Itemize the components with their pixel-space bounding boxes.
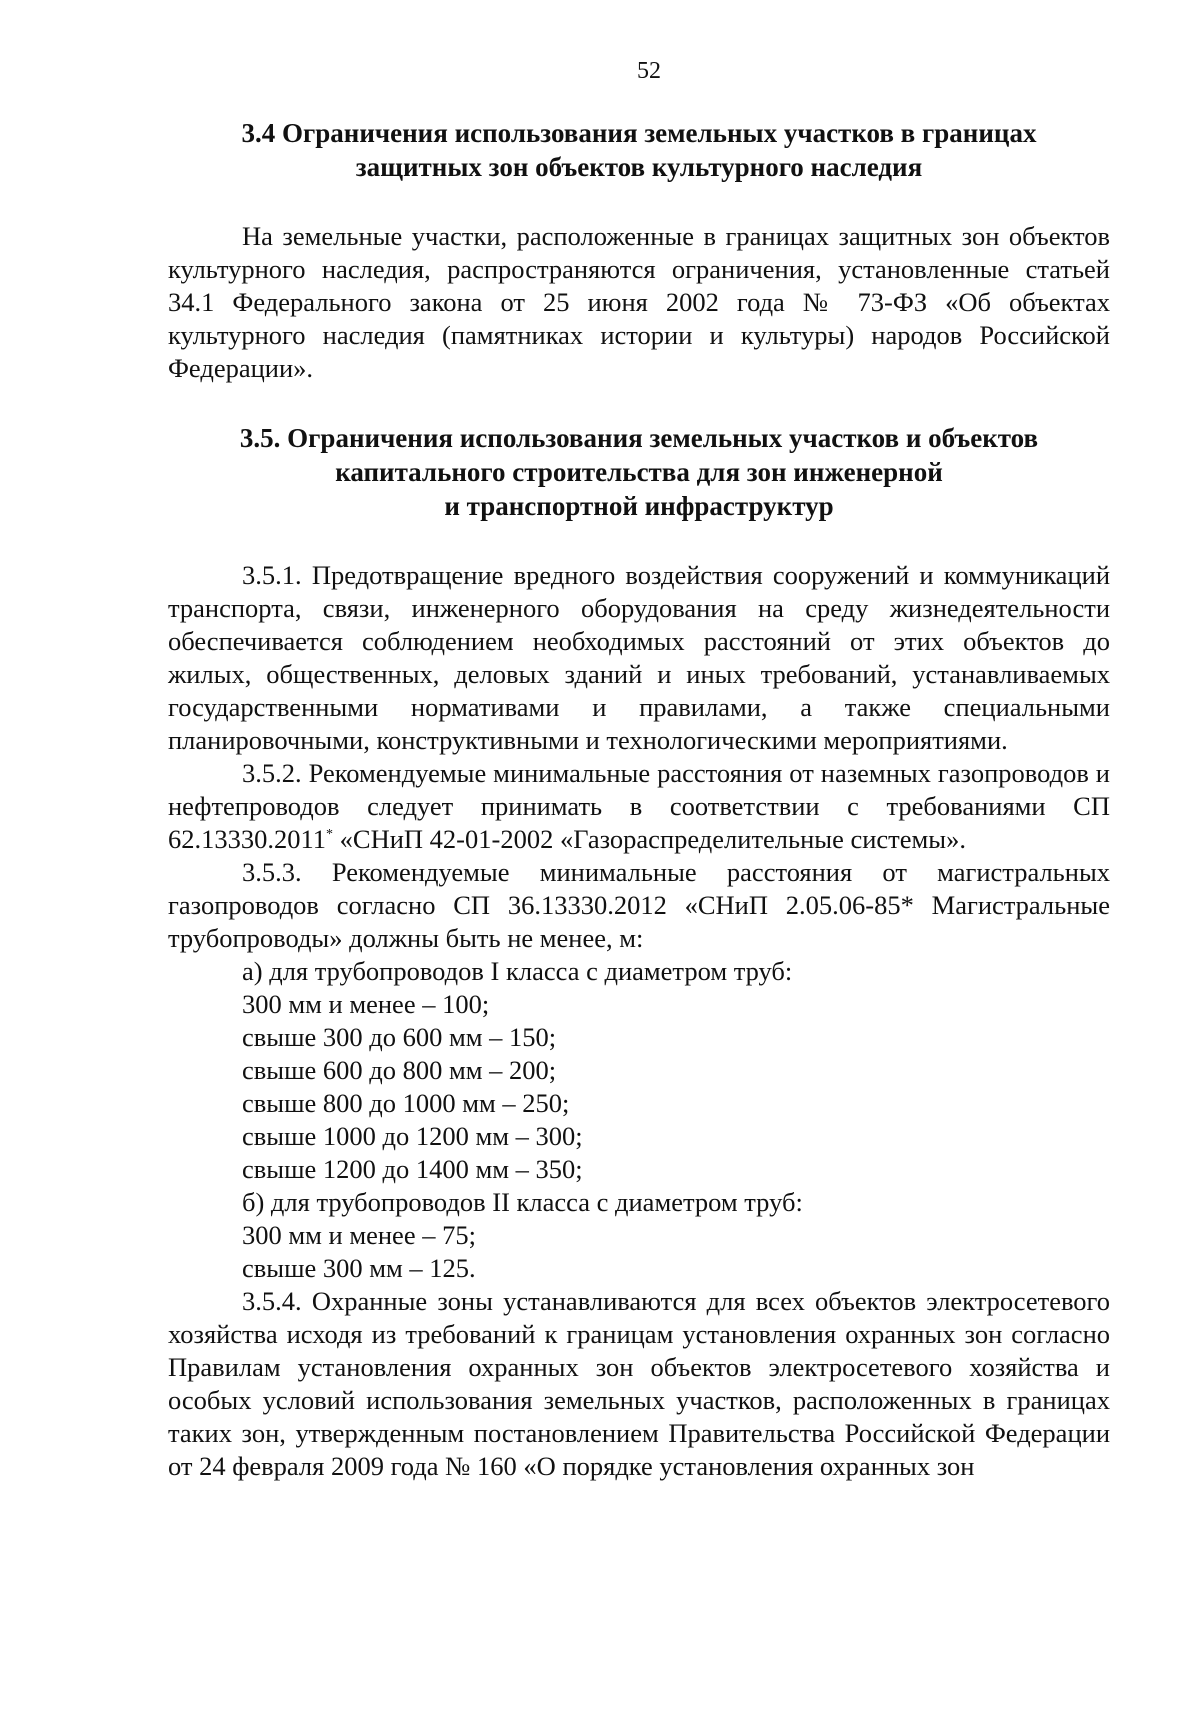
document-page (168, 56, 1110, 1483)
section-3-5-title-line-2: капитального строительства для зон инженерной (335, 457, 943, 487)
paragraph-3-5-2 (168, 757, 1110, 856)
paragraph-3-5-2-text: 3.5.2. Рекомендуемые минимальные расстояния от наземных газопроводов и нефтепроводов следует принимать в соответствии с требованиями СП 62.13330.2011 (168, 758, 1110, 854)
list-item: 300 мм и менее – 100; (242, 989, 490, 1019)
paragraph-3-5-1: 3.5.1. Предотвращение вредного воздействия сооружений и коммуникаций транспорта, связи, инженерного оборудования на среду жизнедеятельности обеспечивается соблюдением необходимых расстояний от этих объектов до жилых, общественных, деловых зданий и иных требований, устанавливаемых государственными нормативами и правилами, а также специальными планировочными, конструктивными и технологическими мероприятиями. (168, 560, 1110, 755)
list-item: свыше 300 до 600 мм – 150; (242, 1022, 557, 1052)
section-3-5-title (168, 421, 1110, 523)
list-item: свыше 800 до 1000 мм – 250; (242, 1088, 570, 1118)
list-item: свыше 300 мм – 125. (242, 1253, 476, 1283)
section-3-5-title-line-1: 3.5. Ограничения использования земельных участков и объектов (239, 423, 1039, 453)
list-item: свыше 600 до 800 мм – 200; (242, 1055, 557, 1085)
list-a-title: а) для трубопроводов I класса с диаметром труб: (242, 956, 793, 986)
spacer (168, 523, 1110, 559)
list-item: 300 мм и менее – 75; (242, 1220, 476, 1250)
list-item: свыше 1200 до 1400 мм – 350; (242, 1154, 583, 1184)
page-number: 52 (637, 58, 661, 84)
section-3-4-title-line-1: 3.4 Ограничения использования земельных участков в границах (241, 118, 1037, 148)
list-item: свыше 1000 до 1200 мм – 300; (242, 1121, 583, 1151)
section-3-4-paragraph: На земельные участки, расположенные в границах защитных зон объектов культурного наследия, распространяются ограничения, установленные статьей 34.1 Федерального закона от 25 июня 2002 года № 73-ФЗ «Об объектах культурного наследия (памятниках истории и культуры) народов Российской Федерации». (168, 221, 1110, 383)
paragraph-3-5-4: 3.5.4. Охранные зоны устанавливаются для всех объектов электросетевого хозяйства исходя из требований к границам установления охранных зон согласно Правилам установления охранных зон объектов электросетевого хозяйства и особых условий использования земельных участков, расположенных в границах таких зон, утвержденным постановлением Правительства Российской Федерации от 24 февраля 2009 года № 160 «О порядке установления охранных зон (168, 1286, 1110, 1481)
section-3-4-title (168, 116, 1110, 184)
section-3-4-title-line-2: защитных зон объектов культурного наследия (355, 152, 923, 182)
list-b-title: б) для трубопроводов II класса с диаметром труб: (242, 1187, 803, 1217)
paragraph-3-5-2-text-end: «СНиП 42-01-2002 «Газораспределительные системы». (333, 824, 966, 854)
section-3-5-title-line-3: и транспортной инфраструктур (444, 491, 834, 521)
footnote-asterisk: * (326, 827, 334, 843)
spacer (168, 385, 1110, 421)
spacer (168, 184, 1110, 220)
paragraph-3-5-3: 3.5.3. Рекомендуемые минимальные расстояния от магистральных газопроводов согласно СП 36.13330.2012 «СНиП 2.05.06-85* Магистральные трубопроводы» должны быть не менее, м: (168, 857, 1110, 953)
